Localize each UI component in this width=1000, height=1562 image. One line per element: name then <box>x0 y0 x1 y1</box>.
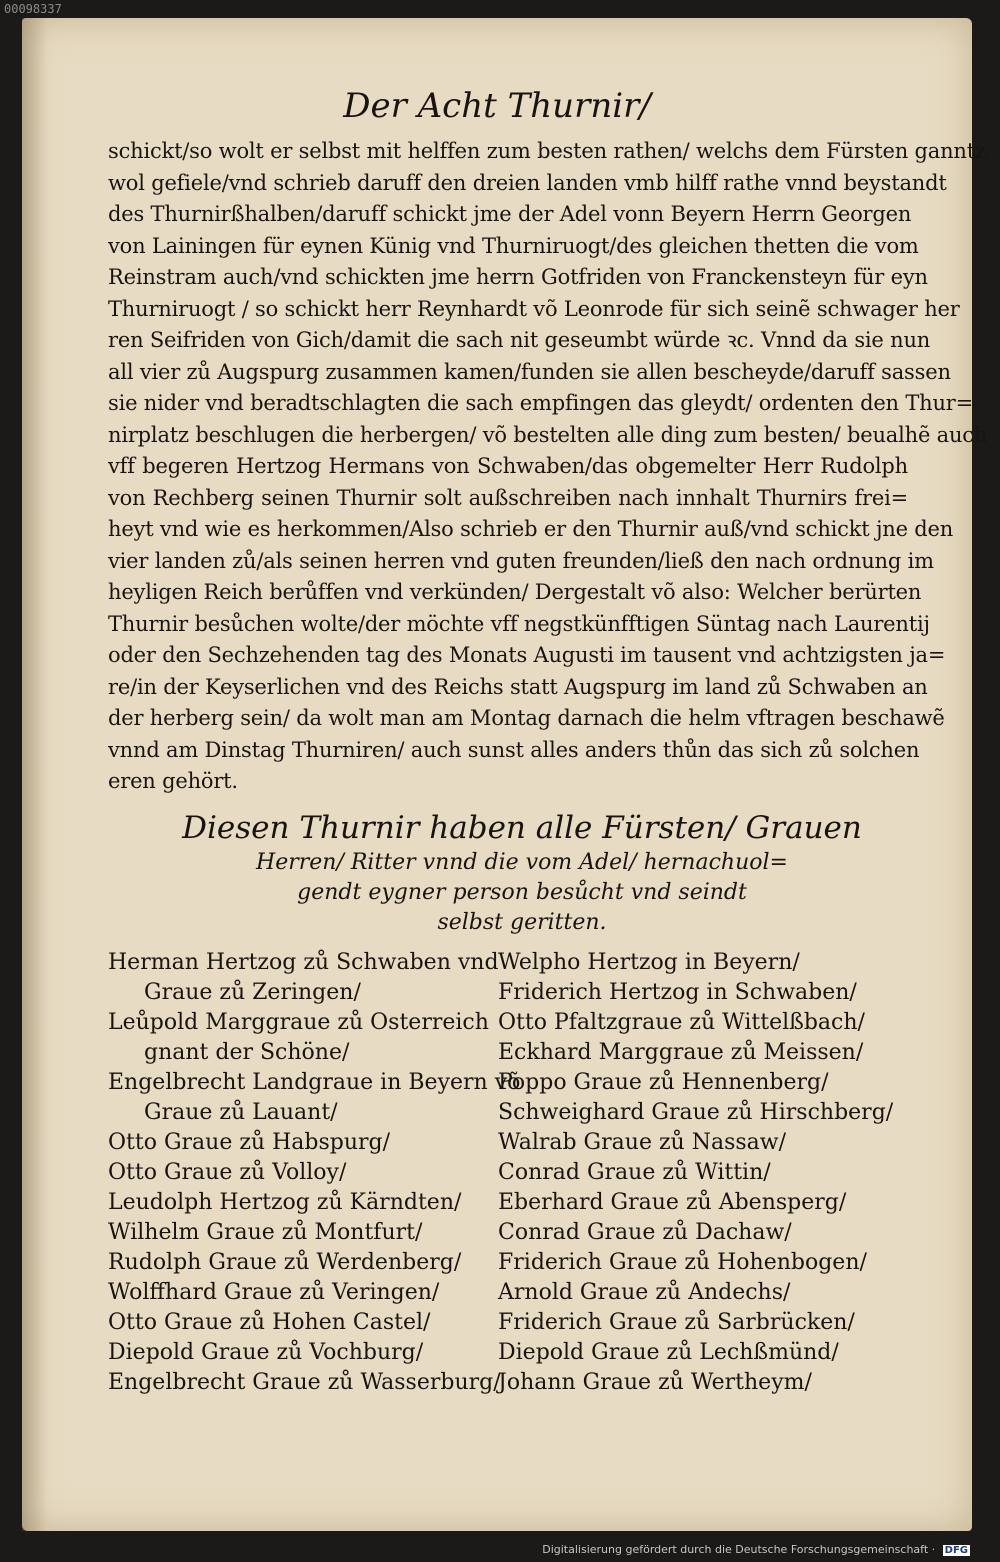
name-entry: Conrad Graue zů Wittin/ <box>498 1160 771 1185</box>
name-entry: Rudolph Graue zů Werdenberg/ <box>108 1250 462 1275</box>
name-entry: Walrab Graue zů Nassaw/ <box>498 1130 787 1155</box>
name-entry: Eberhard Graue zů Abensperg/ <box>498 1190 847 1215</box>
name-entry: Wilhelm Graue zů Montfurt/ <box>108 1220 423 1245</box>
name-entry: Otto Graue zů Volloy/ <box>108 1160 347 1185</box>
section-heading-line: gendt eygner person besůcht vnd seindt <box>297 880 747 905</box>
text-line: wol gefiele/vnd schrieb daruff den dreien landen vmb hilff rathe vnnd beystandt <box>108 170 947 195</box>
text-line: schickt/so wolt er selbst mit helffen zum besten rathen/ welchs dem Fürsten ganntz <box>108 139 986 163</box>
text-line: vnnd am Dinstag Thurniren/ auch sunst alles anders thůn das sich zů solchen <box>108 737 920 762</box>
text-line: von Rechberg seinen Thurnir solt außschreiben nach innhalt Thurnirs frei= <box>108 485 908 510</box>
section-heading <box>182 808 862 938</box>
text-line: der herberg sein/ da wolt man am Montag darnach die helm vftragen beschawẽ <box>108 706 945 730</box>
scanned-page <box>22 18 988 1531</box>
name-entry: Schweighard Graue zů Hirschberg/ <box>498 1100 894 1125</box>
text-line: Thurnir besůchen wolte/der möchte vff negstkünfftigen Süntag nach Laurentij <box>108 611 930 636</box>
name-entry: Engelbrecht Graue zů Wasserburg/ <box>108 1370 501 1395</box>
name-entry: Otto Graue zů Habspurg/ <box>108 1130 391 1155</box>
section-heading-line: Herren/ Ritter vnnd die vom Adel/ hernachuol= <box>256 850 788 875</box>
name-entry: Eckhard Marggraue zů Meissen/ <box>498 1040 864 1065</box>
name-entry: Conrad Graue zů Dachaw/ <box>498 1220 792 1245</box>
text-line: heyt vnd wie es herkommen/Also schrieb er den Thurnir auß/vnd schickt jne den <box>108 517 954 541</box>
body-paragraph <box>108 136 988 798</box>
text-line: all vier zů Augspurg zusammen kamen/funden sie allen bescheyde/daruff sassen <box>108 359 951 384</box>
name-entry: Engelbrecht Landgraue in Beyern võ <box>108 1070 521 1095</box>
text-line: Thurniruogt / so schickt herr Reynhardt võ Leonrode für sich seinẽ schwager her <box>108 296 960 321</box>
text-line: eren gehört. <box>108 769 238 793</box>
name-entry: Leudolph Hertzog zů Kärndten/ <box>108 1190 462 1215</box>
text-line: von Lainingen für eynen Künig vnd Thurniruogt/des gleichen thetten die vom <box>108 233 919 258</box>
text-line: des Thurnirßhalben/daruff schickt jme der Adel vonn Beyern Herrn Georgen <box>108 202 912 226</box>
text-line: Reinstram auch/vnd schickten jme herrn Gotfriden von Franckensteyn für eyn <box>108 265 928 289</box>
name-entry: Welpho Hertzog in Beyern/ <box>498 950 800 975</box>
text-line: sie nider vnd beradtschlagten die sach empfingen das gleydt/ ordenten den Thur= <box>108 391 974 415</box>
name-entry: Otto Pfaltzgraue zů Wittelßbach/ <box>498 1010 865 1035</box>
name-entry: Graue zů Zeringen/ <box>144 980 361 1005</box>
section-heading-line: selbst geritten. <box>437 910 607 935</box>
text-line: ren Seifriden von Gich/damit die sach nit geseumbt würde ꝛc. Vnnd da sie nun <box>108 328 931 352</box>
running-header: Der Acht Thurnir/ <box>343 86 651 126</box>
name-entry: Friderich Graue zů Sarbrücken/ <box>498 1310 855 1335</box>
name-entry: Poppo Graue zů Hennenberg/ <box>498 1070 829 1095</box>
section-heading-line: Diesen Thurnir haben alle Fürsten/ Grauen <box>182 810 862 846</box>
frame-id: 00098337 <box>4 2 62 16</box>
text-line: re/in der Keyserlichen vnd des Reichs statt Augspurg im land zů Schwaben an <box>108 674 928 699</box>
name-entry: gnant der Schöne/ <box>144 1040 350 1065</box>
names-list-right <box>498 948 918 1398</box>
dfg-logo-icon: DFG <box>944 1545 968 1556</box>
name-entry: Friderich Graue zů Hohenbogen/ <box>498 1250 867 1275</box>
names-list-left <box>108 948 521 1398</box>
name-entry: Diepold Graue zů Vochburg/ <box>108 1340 424 1365</box>
name-entry: Otto Graue zů Hohen Castel/ <box>108 1310 431 1335</box>
text-line: oder den Sechzehenden tag des Monats Augusti im tausent vnd achtzigsten ja= <box>108 643 946 667</box>
text-line: nirplatz beschlugen die herbergen/ võ bestelten alle ding zum besten/ beualhẽ auch <box>108 422 988 447</box>
text-line: heyligen Reich berůffen vnd verkünden/ Dergestalt võ also: Welcher berürten <box>108 580 922 604</box>
name-entry: Wolffhard Graue zů Veringen/ <box>108 1280 440 1305</box>
page-spine-shadow <box>22 18 48 1531</box>
name-entry: Friderich Hertzog in Schwaben/ <box>498 980 857 1005</box>
name-entry: Herman Hertzog zů Schwaben vnd <box>108 950 499 975</box>
name-entry: Graue zů Lauant/ <box>144 1100 338 1125</box>
name-entry: Leůpold Marggraue zů Osterreich <box>108 1010 489 1035</box>
name-entry: Arnold Graue zů Andechs/ <box>498 1280 791 1305</box>
name-entry: Johann Graue zů Wertheym/ <box>498 1370 812 1395</box>
digitization-credit <box>542 1543 970 1556</box>
text-line: vier landen zů/als seinen herren vnd guten freunden/ließ den nach ordnung im <box>108 548 934 573</box>
name-entry: Diepold Graue zů Lechßmünd/ <box>498 1340 839 1365</box>
text-line: vff begeren Hertzog Hermans von Schwaben/das obgemelter Herr Rudolph <box>108 454 908 478</box>
credit-text: Digitalisierung gefördert durch die Deutsche Forschungsgemeinschaft · <box>542 1543 936 1556</box>
